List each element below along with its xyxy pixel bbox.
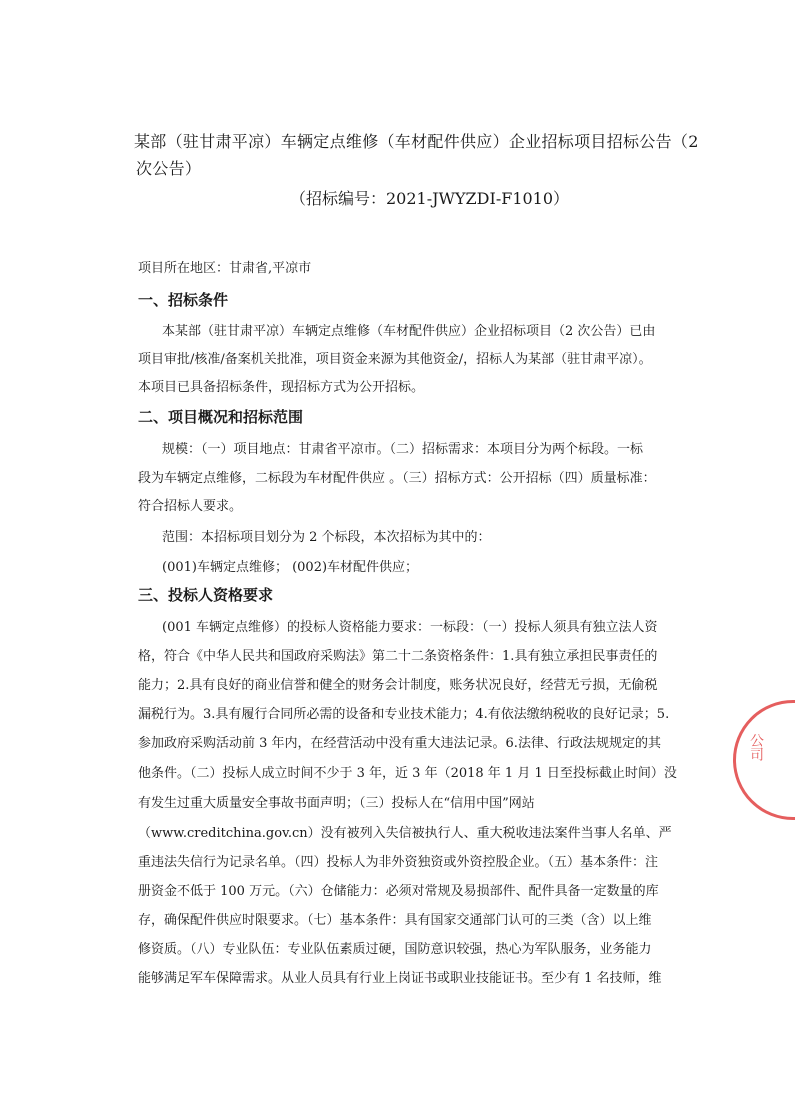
paragraph-line: 漏税行为。3.具有履行合同所必需的设备和专业技术能力；4.有依法缴纳税收的良好记录；5. [138,707,670,722]
paragraph-line: （www.creditchina.gov.cn）没有被列入失信被执行人、重大税收违法案件当事人名单、严 [138,826,672,841]
document-title [134,128,699,182]
paragraph-line: 段为车辆定点维修，二标段为车材配件供应 。（三）招标方式：公开招标（四）质量标准： [138,471,656,486]
title-line: 次公告） [136,159,202,178]
paragraph-line: 他条件。（二）投标人成立时间不少于 3 年，近 3 年（2018 年 1 月 1 日至投标截止时间）没 [138,766,677,781]
paragraph-line: 规模：（一）项目地点：甘肃省平凉市。（二）招标需求：本项目分为两个标段。一标 [162,442,644,457]
tender-number: （招标编号：2021-JWYZDI-F1010） [290,189,570,208]
section-heading-3: 三、投标人资格要求 [138,586,274,604]
paragraph-line: 项目审批/核准/备案机关批准，项目资金来源为其他资金/，招标人为某部（驻甘肃平凉）。 [138,352,652,367]
paragraph-line: 册资金不低于 100 万元。（六）仓储能力：必须对常规及易损部件、配件具备一定数量的库 [138,884,659,899]
paragraph-line: (001 车辆定点维修）的投标人资格能力要求：一标段：（一）投标人须具有独立法人资 [162,620,658,635]
section-heading-2: 二、项目概况和招标范围 [138,408,304,426]
project-region: 项目所在地区：甘肃省,平凉市 [138,261,312,276]
paragraph-line: 能够满足军车保障需求。从业人员具有行业上岗证书或职业技能证书。至少有 1 名技师，维 [138,971,662,986]
paragraph-line: 能力；2.具有良好的商业信誉和健全的财务会计制度，账务状况良好，经营无亏损，无偷税 [138,678,658,693]
section-heading-1: 一、招标条件 [138,291,229,309]
title-line: 某部（驻甘肃平凉）车辆定点维修（车材配件供应）企业招标项目招标公告（2 [134,132,699,151]
paragraph-line: 参加政府采购活动前 3 年内，在经营活动中没有重大违法记录。6.法律、行政法规规定的其 [138,736,661,751]
paragraph-line: 存，确保配件供应时限要求。（七）基本条件：具有国家交通部门认可的三类（含）以上维 [138,913,652,928]
seal-text: 公司 [748,733,764,761]
paragraph-line: 重违法失信行为记录名单。（四）投标人为非外资独资或外资控股企业。（五）基本条件：注 [138,855,659,870]
paragraph-line: 本项目已具备招标条件，现招标方式为公开招标。 [138,380,425,395]
paragraph-line: 有发生过重大质量安全事故书面声明；（三）投标人在“信用中国”网站 [138,796,535,811]
paragraph-line: 格，符合《中华人民共和国政府采购法》第二十二条资格条件：1.具有独立承担民事责任的 [138,649,658,664]
paragraph-line: 本某部（驻甘肃平凉）车辆定点维修（车材配件供应）企业招标项目（2 次公告）已由 [162,324,656,339]
paragraph-line: 符合招标人要求。 [138,499,243,514]
paragraph-line: 范围：本招标项目划分为 2 个标段，本次招标为其中的： [162,530,491,545]
company-seal [733,700,795,820]
paragraph-line: (001)车辆定点维修； (002)车材配件供应； [162,560,419,575]
paragraph-line: 修资质。（八）专业队伍：专业队伍素质过硬，国防意识较强，热心为军队服务，业务能力 [138,942,652,957]
